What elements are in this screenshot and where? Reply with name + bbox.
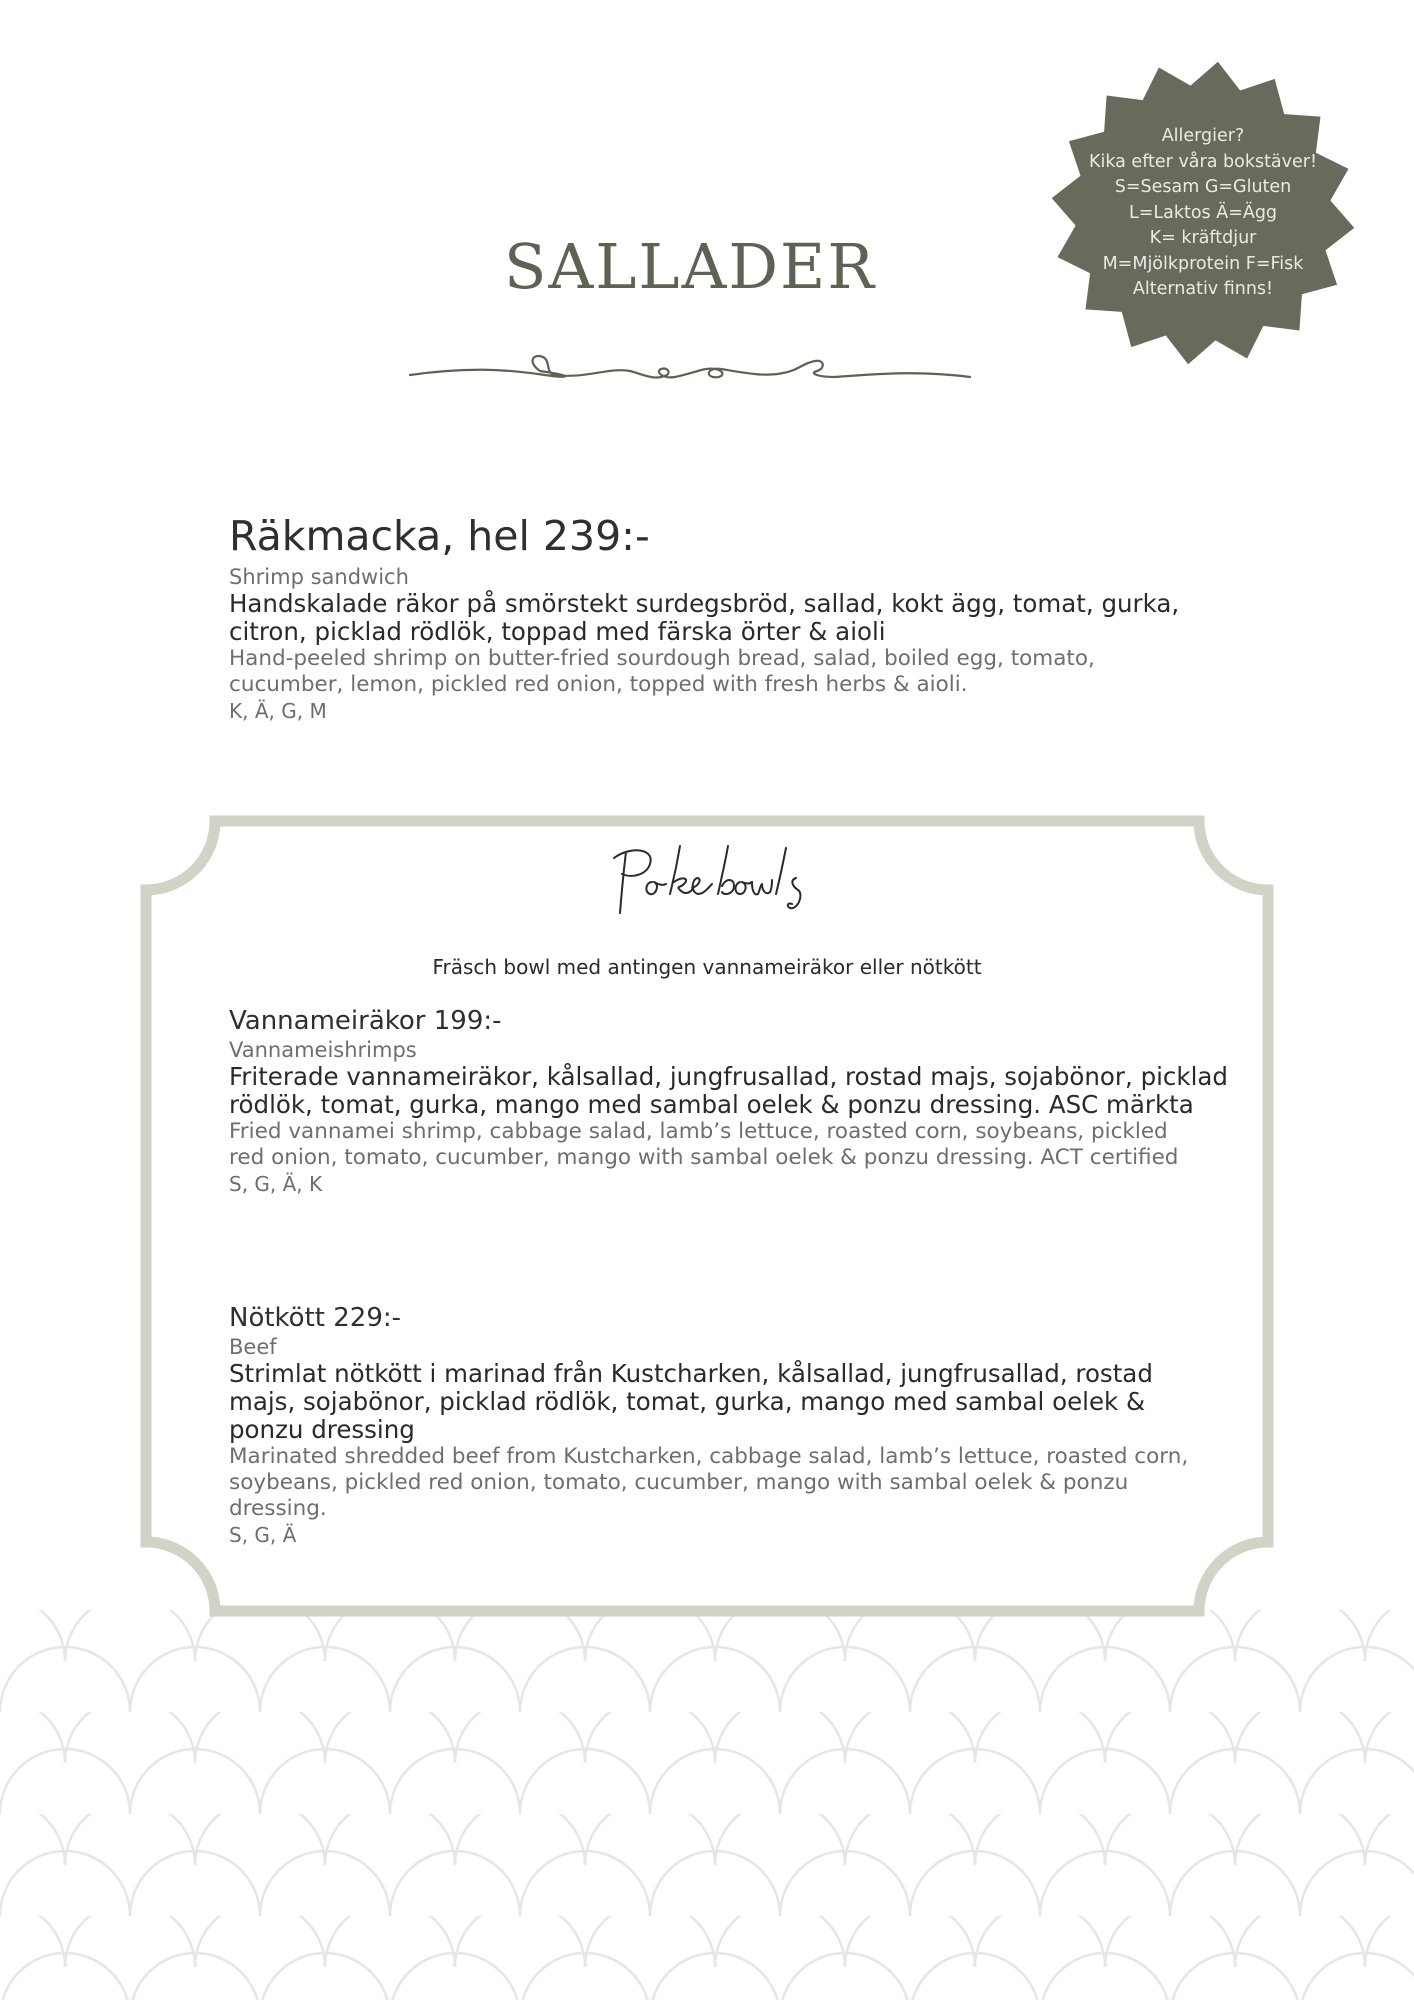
allergy-line: Kika efter våra bokstäver! bbox=[1088, 151, 1317, 172]
item-subtitle: Shrimp sandwich bbox=[229, 565, 409, 590]
item-description-sv: Strimlat nötkött i marinad från Kustcharken, kålsallad, jungfrusallad, rostad majs, sojabönor, picklad rödlök, tomat, gurka, mango med sambal oelek & ponzu dressing bbox=[229, 1359, 1153, 1444]
allergy-legend bbox=[1048, 124, 1358, 303]
item-description-sv: Handskalade räkor på smörstekt surdegsbröd, sallad, kokt ägg, tomat, gurka, citron, picklad rödlök, toppad med färska örter & aioli bbox=[229, 589, 1180, 647]
poke-heading-lettering bbox=[600, 838, 820, 918]
allergy-line: M=Mjölkprotein F=Fisk bbox=[1102, 253, 1304, 274]
menu-item-rakmacka bbox=[229, 513, 1229, 724]
allergy-line: S=Sesam G=Gluten bbox=[1114, 177, 1292, 197]
item-title: Vannameiräkor 199:- bbox=[229, 1006, 502, 1036]
allergy-badge bbox=[1048, 58, 1358, 368]
item-subtitle: Vannameishrimps bbox=[229, 1038, 417, 1062]
item-description-sv: Friterade vannameiräkor, kålsallad, jungfrusallad, rostad majs, sojabönor, picklad rödlök, tomat, gurka, mango med sambal oelek & ponzu dressing. ASC märkta bbox=[229, 1062, 1228, 1119]
allergy-line: Allergier? bbox=[1161, 126, 1245, 146]
poke-intro: Fräsch bowl med antingen vannameiräkor eller nötkött bbox=[432, 955, 982, 979]
item-title: Räkmacka, hel 239:- bbox=[229, 512, 650, 560]
item-subtitle: Beef bbox=[229, 1335, 277, 1359]
scale-pattern bbox=[0, 1610, 1414, 2000]
item-allergens: S, G, Ä bbox=[229, 1523, 297, 1547]
item-description-en: Fried vannamei shrimp, cabbage salad, lamb’s lettuce, roasted corn, soybeans, pickled red onion, tomato, cucumber, mango with sambal oelek & ponzu dressing. ACT certified bbox=[229, 1119, 1179, 1170]
page-title: SALLADER bbox=[503, 230, 876, 303]
allergy-line: K= kräftdjur bbox=[1149, 228, 1257, 248]
menu-item-notkott bbox=[229, 1302, 1229, 1548]
item-description-en: Marinated shredded beef from Kustcharken, cabbage salad, lamb’s lettuce, roasted corn, soybeans, pickled red onion, tomato, cucumber, mango with sambal oelek & ponzu dressing. bbox=[229, 1444, 1189, 1521]
item-allergens: K, Ä, G, M bbox=[229, 699, 327, 724]
item-allergens: S, G, Ä, K bbox=[229, 1172, 323, 1196]
item-title: Nötkött 229:- bbox=[229, 1303, 402, 1333]
allergy-line: L=Laktos Ä=Ägg bbox=[1128, 202, 1278, 223]
flourish-divider bbox=[405, 345, 975, 395]
allergy-line: Alternativ finns! bbox=[1132, 279, 1274, 299]
item-description-en: Hand-peeled shrimp on butter-fried sourdough bread, salad, boiled egg, tomato, cucumber, lemon, pickled red onion, topped with fresh herbs & aioli. bbox=[229, 646, 1095, 698]
menu-item-vannameirakor bbox=[229, 1005, 1229, 1197]
